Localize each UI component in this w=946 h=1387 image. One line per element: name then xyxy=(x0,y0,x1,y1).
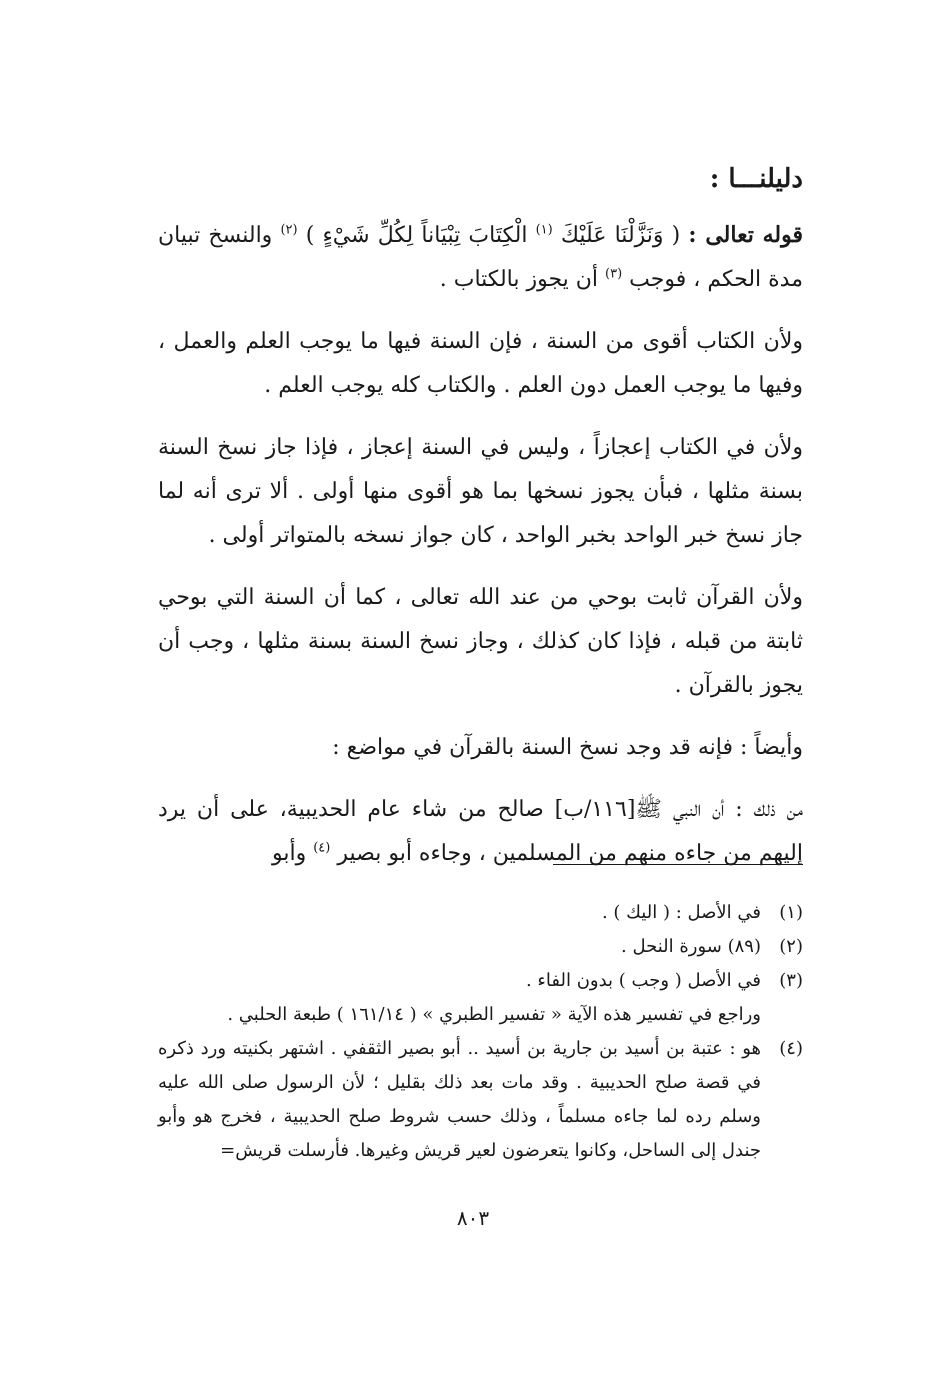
main-text xyxy=(158,160,803,876)
footnote-1 xyxy=(158,896,803,930)
footnote-1-number: (١) xyxy=(779,902,803,923)
footnote-ref-2: (٢) xyxy=(280,222,298,238)
footnote-ref-4: (٤) xyxy=(313,840,331,856)
footnote-divider xyxy=(553,864,803,865)
footnote-4 xyxy=(158,1032,803,1168)
page-number: ٨٠٣ xyxy=(456,1206,490,1230)
paragraph-1-text-b: الْكِتَابَ تِبْيَاناً لِكُلِّ شَيْءٍ ) xyxy=(297,223,536,248)
paragraph-4: ولأن القرآن ثابت بوحي من عند الله تعالى ، كما أن السنة التي بوحي ثابتة من قبله ، فإذا كان كذلك ، وجاز نسخ السنة بسنة مثلها ، وجب أن يجوز بالقرآن . xyxy=(158,585,803,698)
paragraph-5: وأيضاً : فإنه قد وجد نسخ السنة بالقرآن في مواضع : xyxy=(332,735,803,760)
footnote-2-text: (٨٩) سورة النحل . xyxy=(621,936,761,957)
paragraph-1 xyxy=(158,213,803,302)
paragraph-6 xyxy=(158,788,803,876)
footnote-2 xyxy=(158,930,803,964)
paragraph-1-text-d: أن يجوز بالكتاب . xyxy=(439,267,606,292)
footnote-1-text: في الأصل : ( اليك ) . xyxy=(601,902,761,923)
footnote-4-number: (٤) xyxy=(779,1038,803,1059)
footnote-2-number: (٢) xyxy=(779,936,803,957)
paragraph-6-text-a: من ذلك : أن النبي ﷺ[١١٦/ب] صالح من شاء عام الحديبية، على أن يرد إليهم من جاءه منهم من المسلمين ، وجاءه أبو بصير xyxy=(158,797,803,866)
paragraph-1-lead: قوله تعالى : xyxy=(688,222,803,248)
paragraph-3: ولأن في الكتاب إعجازاً ، وليس في السنة إعجاز ، فإذا جاز نسخ السنة بسنة مثلها ، فبأن يجوز نسخها بما هو أقوى منها أولى . ألا ترى أنه لما جاز نسخ خبر الواحد بخبر الواحد ، كان جواز نسخه بالمتواتر أولى . xyxy=(158,435,803,548)
paragraph-1-text-c: والنسخ تبيان مدة الحكم ، فوجب xyxy=(158,223,803,292)
footnote-3-continuation: وراجع في تفسير هذه الآية « تفسير الطبري » ( ١٦١/١٤ ) طبعة الحلبي . xyxy=(227,1004,761,1025)
footnote-ref-3: (٣) xyxy=(605,266,623,282)
footnotes xyxy=(158,896,803,1168)
paragraph-2: ولأن الكتاب أقوى من السنة ، فإن السنة فيها ما يوجب العلم والعمل ، وفيها ما يوجب العمل دون العلم . والكتاب كله يوجب العلم . xyxy=(158,329,803,398)
footnote-3-text: في الأصل ( وجب ) بدون الفاء . xyxy=(525,970,761,991)
footnote-3-number: (٣) xyxy=(779,970,803,991)
footnote-ref-1: (١) xyxy=(535,222,553,238)
paragraph-6-text-b: وأبو xyxy=(272,841,314,866)
paragraph-1-text-a: ( وَنَزَّلْنَا عَلَيْكَ xyxy=(552,223,689,248)
section-heading: دليلنـــا : xyxy=(709,164,803,194)
footnote-3 xyxy=(158,964,803,998)
footnote-4-text: هو : عتبة بن أسيد بن جارية بن أسيد .. أبو بصير الثقفي . اشتهر بكنيته ورد ذكره في قصة صلح الحديبية . وقد مات بعد ذلك بقليل ؛ لأن الرسول صلى الله عليه وسلم رده لما جاءه مسلماً ، وذلك حسب شروط صلح الحديبية ، فخرج هو وأبو جندل إلى الساحل، وكانوا يتعرضون لعير قريش وغيرها. فأرسلت قريش= xyxy=(158,1038,761,1161)
